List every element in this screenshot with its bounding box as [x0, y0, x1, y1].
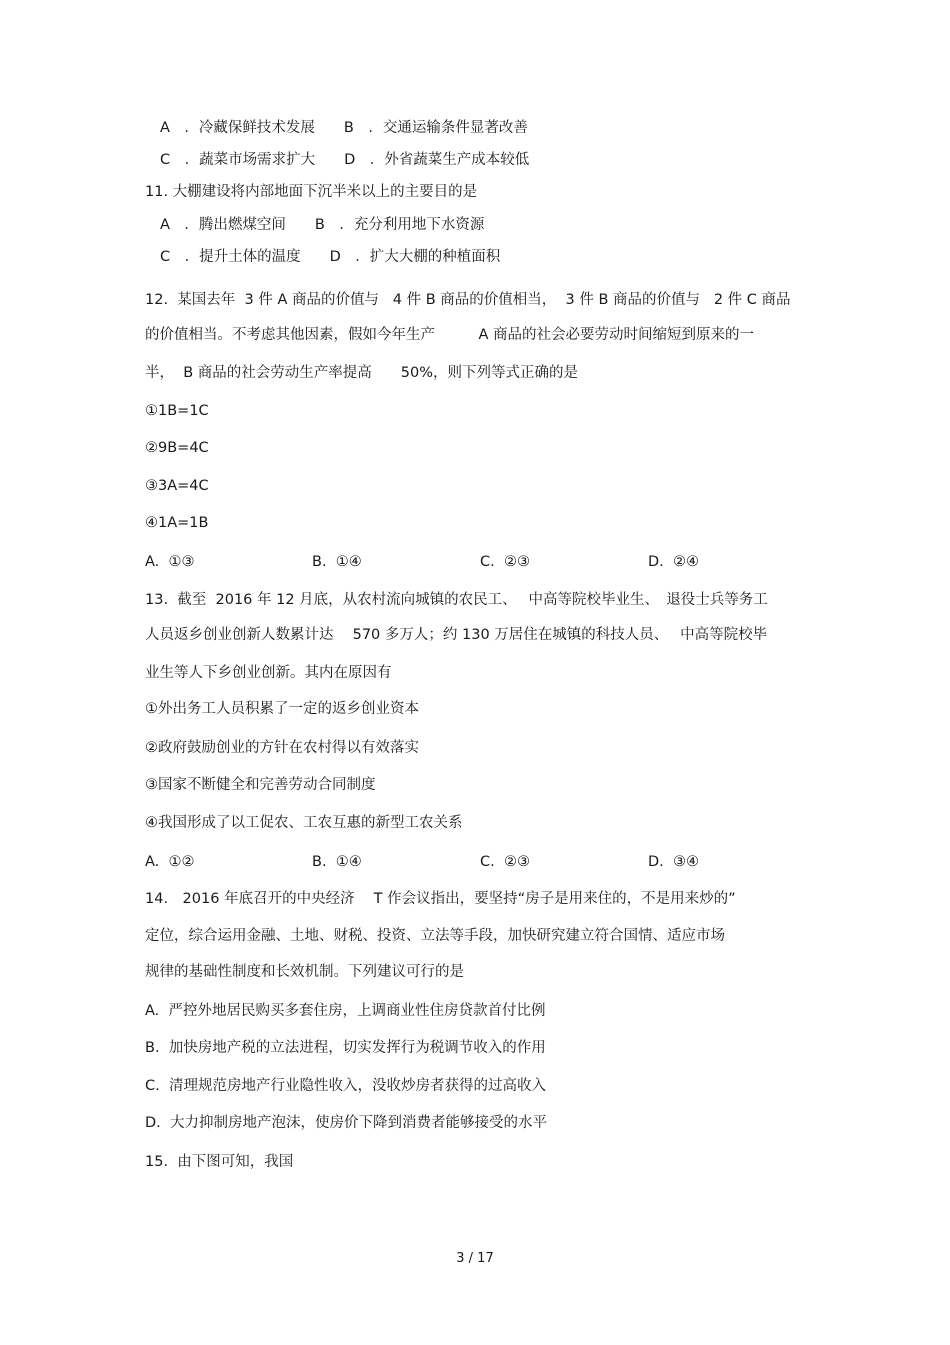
q12-stem-line-3: 半， B 商品的社会劳动生产率提高 50%，则下列等式正确的是 [145, 365, 579, 381]
q12-option-a: A. ①③ [145, 554, 195, 570]
q13-stem-line-1: 13. 截至 2016 年 12 月底，从农村流向城镇的农民工、 中高等院校毕业生、 退役士兵等务工 [145, 592, 768, 608]
q12-statement-4: ④1A=1B [145, 515, 209, 531]
q12-statement-2: ②9B=4C [145, 440, 209, 456]
q13-statement-1: ①外出务工人员积累了一定的返乡创业资本 [145, 701, 419, 717]
q14-option-c: C. 清理规范房地产行业隐性收入，没收炒房者获得的过高收入 [145, 1078, 546, 1094]
q13-statement-3: ③国家不断健全和完善劳动合同制度 [145, 777, 376, 793]
q11-stem: 11. 大棚建设将内部地面下沉半米以上的主要目的是 [145, 184, 478, 200]
q12-stem-line-2: 的价值相当。不考虑其他因素，假如今年生产 A 商品的社会必要劳动时间缩短到原来的一 [145, 327, 755, 343]
q10-options-cd: C ．蔬菜市场需求扩大 D ．外省蔬菜生产成本较低 [160, 152, 530, 168]
q11-options-ab: A ．腾出燃煤空间 B ．充分利用地下水资源 [160, 217, 485, 233]
q13-statement-4: ④我国形成了以工促农、工农互惠的新型工农关系 [145, 815, 463, 831]
q12-option-c: C. ②③ [480, 554, 530, 570]
page-number: 3 / 17 [456, 1251, 494, 1266]
q12-stem-line-1: 12. 某国去年 3 件 A 商品的价值与 4 件 B 商品的价值相当， 3 件 B 商品的价值与 2 件 C 商品 [145, 292, 791, 308]
q14-stem-line-1: 14. 2016 年底召开的中央经济 T 作会议指出，要坚持“房子是用来住的，不是用来炒的” [145, 891, 736, 907]
q13-option-c: C. ②③ [480, 854, 530, 870]
q14-option-b: B. 加快房地产税的立法进程，切实发挥行为税调节收入的作用 [145, 1040, 546, 1056]
q13-statement-2: ②政府鼓励创业的方针在农村得以有效落实 [145, 740, 419, 756]
q13-option-b: B. ①④ [312, 854, 362, 870]
q14-option-a: A. 严控外地居民购买多套住房，上调商业性住房贷款首付比例 [145, 1003, 546, 1019]
q14-stem-line-3: 规律的基础性制度和长效机制。下列建议可行的是 [145, 964, 464, 980]
q10-options-ab: A ．冷藏保鲜技术发展 B ．交通运输条件显著改善 [160, 120, 528, 136]
q11-options-cd: C ．提升土体的温度 D ．扩大大棚的种植面积 [160, 249, 501, 265]
q12-option-d: D. ②④ [648, 554, 699, 570]
q13-stem-line-3: 业生等人下乡创业创新。其内在原因有 [145, 665, 392, 681]
q12-statement-1: ①1B=1C [145, 403, 209, 419]
q14-option-d: D. 大力抑制房地产泡沫，使房价下降到消费者能够接受的水平 [145, 1115, 547, 1131]
q13-option-a: A. ①② [145, 854, 195, 870]
q13-option-d: D. ③④ [648, 854, 699, 870]
q14-stem-line-2: 定位，综合运用金融、土地、财税、投资、立法等手段，加快研究建立符合国情、适应市场 [145, 928, 725, 944]
q13-stem-line-2: 人员返乡创业创新人数累计达 570 多万人；约 130 万居住在城镇的科技人员、 中高等院校毕 [145, 627, 768, 643]
q12-statement-3: ③3A=4C [145, 478, 209, 494]
q12-option-b: B. ①④ [312, 554, 362, 570]
q15-stem: 15. 由下图可知，我国 [145, 1154, 294, 1170]
